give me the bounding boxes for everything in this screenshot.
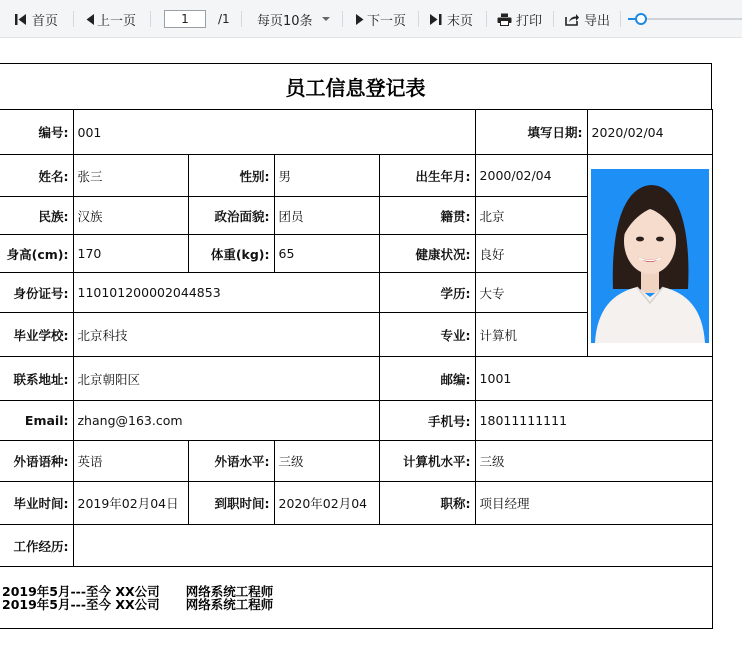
native-label: 籍贯: xyxy=(379,197,475,235)
id-value: 110101200002044853 xyxy=(73,273,379,313)
chevron-down-icon xyxy=(319,14,333,24)
first-page-button[interactable] xyxy=(14,0,58,38)
prev-page-icon xyxy=(85,13,95,26)
email-value: zhang@163.com xyxy=(73,401,379,441)
employee-photo xyxy=(591,169,709,343)
education-value: 大专 xyxy=(475,273,587,313)
divider xyxy=(73,11,74,27)
first-page-label: 首页 xyxy=(32,13,59,29)
gender-value: 男 xyxy=(274,155,379,197)
zoom-slider[interactable] xyxy=(628,18,742,20)
experience-label: 工作经历: xyxy=(0,525,73,567)
weight-value: 65 xyxy=(274,235,379,273)
employee-form-table xyxy=(0,109,713,629)
number-value: 001 xyxy=(73,110,475,155)
table-row xyxy=(0,567,712,629)
ethnicity-label: 民族: xyxy=(0,197,73,235)
health-label: 健康状况: xyxy=(379,235,475,273)
experience-header-value xyxy=(73,525,712,567)
page-size-label: 每页10条 xyxy=(257,13,313,29)
email-label: Email: xyxy=(0,401,73,441)
table-row xyxy=(0,110,712,155)
native-value: 北京 xyxy=(475,197,587,235)
print-button[interactable] xyxy=(497,0,542,38)
table-row xyxy=(0,155,712,197)
divider xyxy=(486,11,487,27)
page-total: /1 xyxy=(218,12,230,26)
table-row xyxy=(0,525,712,567)
first-page-icon xyxy=(14,13,28,26)
divider xyxy=(553,11,554,27)
political-value: 团员 xyxy=(274,197,379,235)
name-value: 张三 xyxy=(73,155,188,197)
printer-icon xyxy=(497,13,512,26)
zoom-slider-handle[interactable] xyxy=(635,13,647,25)
computer-level-label: 计算机水平: xyxy=(379,441,475,482)
zip-value: 1001 xyxy=(475,357,712,401)
last-page-icon xyxy=(429,13,443,26)
portrait-image xyxy=(591,169,709,343)
major-value: 计算机 xyxy=(475,313,587,357)
id-label: 身份证号: xyxy=(0,273,73,313)
fill-date-value: 2020/02/04 xyxy=(587,110,712,155)
experience-entry: 2019年5月---至今 XX公司 网络系统工程师 xyxy=(2,596,274,612)
page-size-select[interactable] xyxy=(257,0,333,38)
prev-page-label: 上一页 xyxy=(97,13,137,29)
language-label: 外语语种: xyxy=(0,441,73,482)
export-button[interactable] xyxy=(565,0,610,38)
birth-label: 出生年月: xyxy=(379,155,475,197)
next-page-button[interactable] xyxy=(355,0,406,38)
education-label: 学历: xyxy=(379,273,475,313)
school-label: 毕业学校: xyxy=(0,313,73,357)
health-value: 良好 xyxy=(475,235,587,273)
address-value: 北京朝阳区 xyxy=(73,357,379,401)
birth-value: 2000/02/04 xyxy=(475,155,587,197)
prev-page-button[interactable] xyxy=(85,0,136,38)
last-page-button[interactable] xyxy=(429,0,473,38)
table-row xyxy=(0,401,712,441)
table-row xyxy=(0,357,712,401)
height-label: 身高(cm): xyxy=(0,235,73,273)
job-title-value: 项目经理 xyxy=(475,482,712,525)
phone-label: 手机号: xyxy=(379,401,475,441)
height-value: 170 xyxy=(73,235,188,273)
fill-date-label: 填写日期: xyxy=(475,110,587,155)
language-value: 英语 xyxy=(73,441,188,482)
entry-time-value: 2020年02月04 xyxy=(274,482,379,525)
page-number-input[interactable] xyxy=(164,10,206,28)
experience-entry: 2019年5月---至今 XX公司 网络系统工程师 xyxy=(2,583,274,599)
next-page-icon xyxy=(355,13,365,26)
gender-label: 性别: xyxy=(188,155,274,197)
export-label: 导出 xyxy=(584,13,611,29)
zip-label: 邮编: xyxy=(379,357,475,401)
form-title: 员工信息登记表 xyxy=(0,63,712,109)
job-title-label: 职称: xyxy=(379,482,475,525)
language-level-value: 三级 xyxy=(274,441,379,482)
ethnicity-value: 汉族 xyxy=(73,197,188,235)
grad-time-label: 毕业时间: xyxy=(0,482,73,525)
next-page-label: 下一页 xyxy=(367,13,407,29)
table-row xyxy=(0,441,712,482)
experience-content xyxy=(0,567,712,629)
divider xyxy=(150,11,151,27)
computer-level-value: 三级 xyxy=(475,441,712,482)
number-label: 编号: xyxy=(0,110,73,155)
last-page-label: 末页 xyxy=(447,13,474,29)
name-label: 姓名: xyxy=(0,155,73,197)
school-value: 北京科技 xyxy=(73,313,379,357)
divider xyxy=(342,11,343,27)
language-level-label: 外语水平: xyxy=(188,441,274,482)
phone-value: 18011111111 xyxy=(475,401,712,441)
weight-label: 体重(kg): xyxy=(188,235,274,273)
entry-time-label: 到职时间: xyxy=(188,482,274,525)
report-toolbar xyxy=(0,0,742,38)
address-label: 联系地址: xyxy=(0,357,73,401)
divider xyxy=(620,11,621,27)
political-label: 政治面貌: xyxy=(188,197,274,235)
export-icon xyxy=(565,12,580,26)
grad-time-value: 2019年02月04日 xyxy=(73,482,188,525)
divider xyxy=(241,11,242,27)
major-label: 专业: xyxy=(379,313,475,357)
divider xyxy=(418,11,419,27)
photo-cell xyxy=(587,155,712,357)
print-label: 打印 xyxy=(516,13,543,29)
table-row xyxy=(0,482,712,525)
